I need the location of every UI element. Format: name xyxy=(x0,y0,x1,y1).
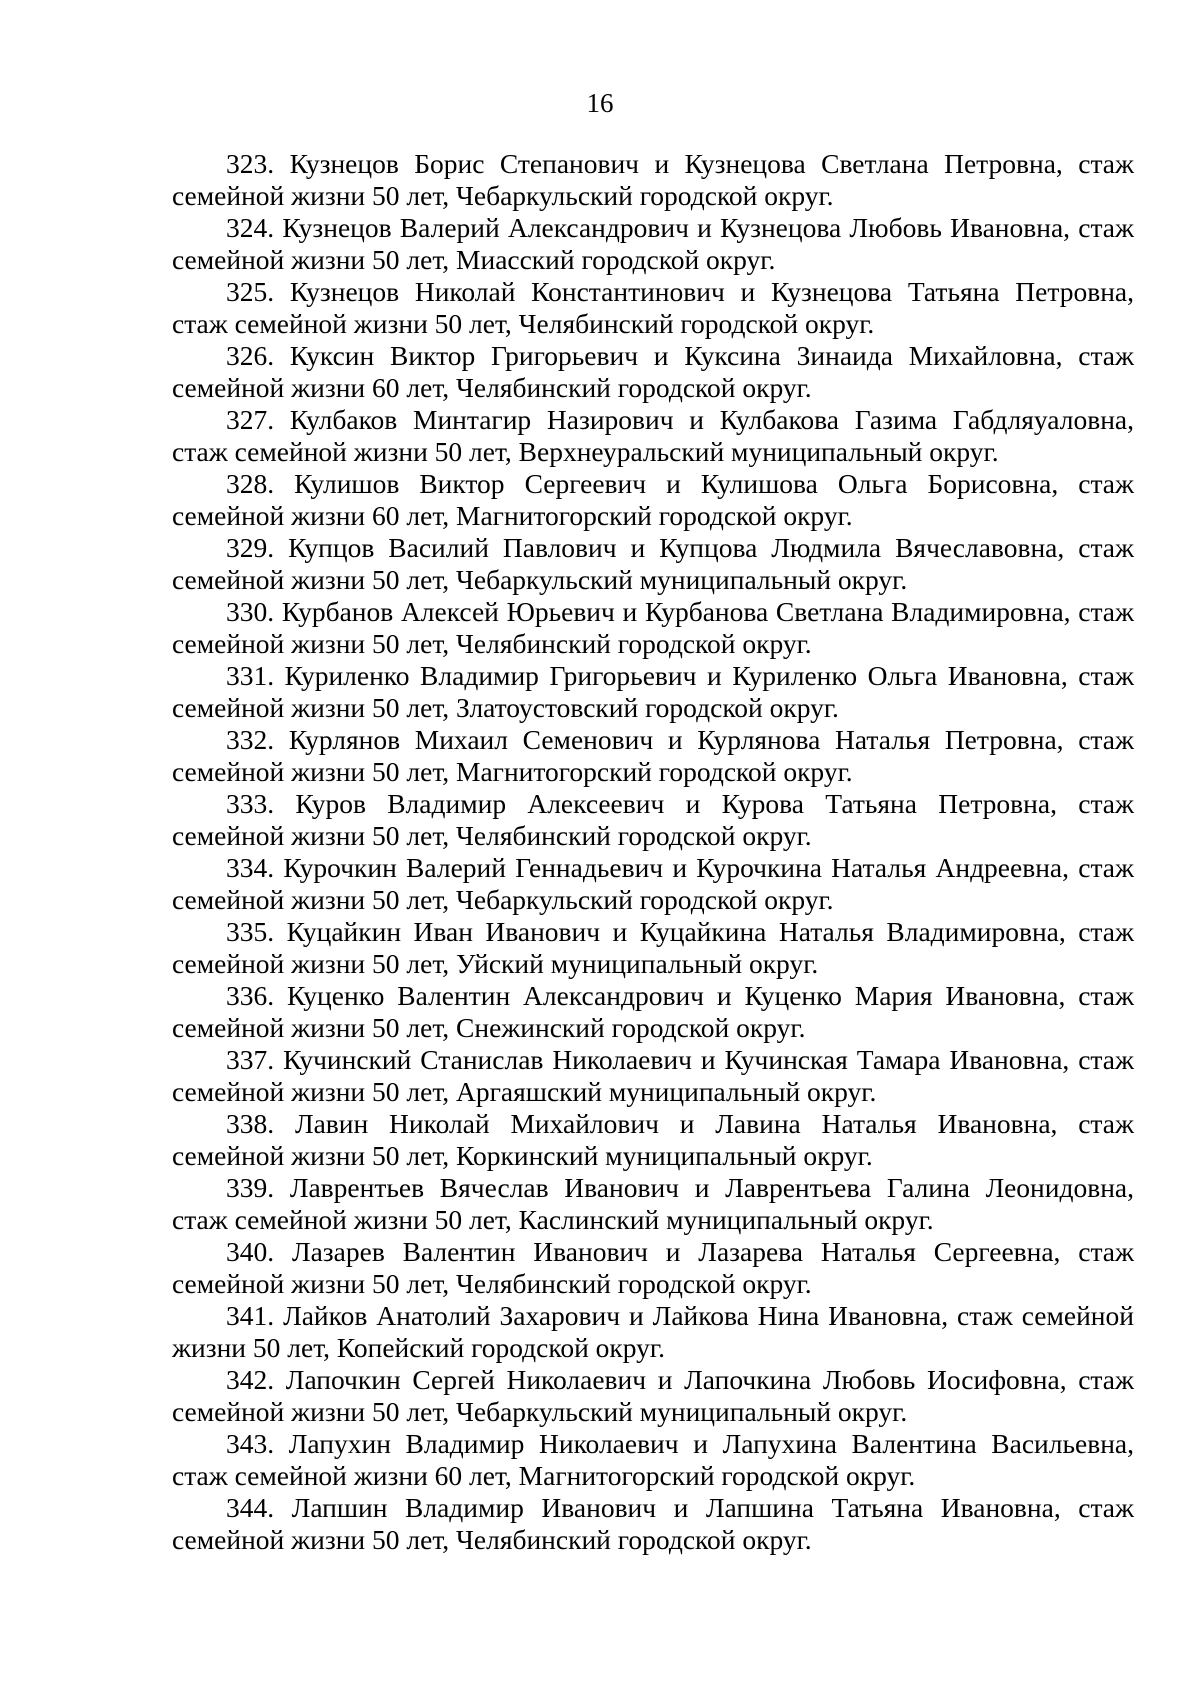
item-text: Лазарев Валентин Иванович и Лазарева Наталья Сергеевна, стаж семейной жизни 50 лет, Челябинский городской округ. xyxy=(172,1236,1135,1299)
item-text: Куриленко Владимир Григорьевич и Куриленко Ольга Ивановна, стаж семейной жизни 50 лет, Златоустовский городской округ. xyxy=(172,660,1135,723)
item-number: 334. xyxy=(226,852,275,883)
list-item xyxy=(172,1172,1134,1236)
item-number: 324. xyxy=(226,212,275,243)
item-text: Курочкин Валерий Геннадьевич и Курочкина Наталья Андреевна, стаж семейной жизни 50 лет, Чебаркульский городской округ. xyxy=(172,852,1135,915)
list-item xyxy=(172,404,1134,468)
list-item xyxy=(172,468,1134,532)
list-item xyxy=(172,596,1134,660)
list-item xyxy=(172,1300,1134,1364)
item-text: Куценко Валентин Александрович и Куценко Мария Ивановна, стаж семейной жизни 50 лет, Снежинский городской округ. xyxy=(172,980,1134,1043)
list-item xyxy=(172,276,1134,340)
item-text: Куров Владимир Алексеевич и Курова Татьяна Петровна, стаж семейной жизни 50 лет, Челябинский городской округ. xyxy=(172,788,1134,851)
list-item xyxy=(172,1364,1134,1428)
list-item xyxy=(172,852,1134,916)
item-text: Лаврентьев Вячеслав Иванович и Лаврентьева Галина Леонидовна, стаж семейной жизни 50 лет, Каслинский муниципальный округ. xyxy=(172,1172,1134,1235)
item-text: Кузнецов Валерий Александрович и Кузнецова Любовь Ивановна, стаж семейной жизни 50 лет, Миасский городской округ. xyxy=(172,212,1135,275)
list-item xyxy=(172,1492,1134,1556)
list-item xyxy=(172,660,1134,724)
item-number: 332. xyxy=(226,724,275,755)
item-text: Кузнецов Борис Степанович и Кузнецова Светлана Петровна, стаж семейной жизни 50 лет, Чебаркульский городской округ. xyxy=(172,148,1135,211)
list-item xyxy=(172,1044,1134,1108)
item-number: 337. xyxy=(226,1044,275,1075)
item-number: 330. xyxy=(226,596,275,627)
item-number: 323. xyxy=(226,148,275,179)
item-text: Кучинский Станислав Николаевич и Кучинская Тамара Ивановна, стаж семейной жизни 50 лет, Аргаяшский муниципальный округ. xyxy=(172,1044,1134,1107)
item-text: Кулишов Виктор Сергеевич и Кулишова Ольга Борисовна, стаж семейной жизни 60 лет, Магнитогорский городской округ. xyxy=(172,468,1134,531)
item-text: Куцайкин Иван Иванович и Куцайкина Наталья Владимировна, стаж семейной жизни 50 лет, Уйский муниципальный округ. xyxy=(172,916,1134,979)
item-number: 335. xyxy=(226,916,275,947)
list-item xyxy=(172,724,1134,788)
item-number: 329. xyxy=(226,532,275,563)
item-text: Лапочкин Сергей Николаевич и Лапочкина Любовь Иосифовна, стаж семейной жизни 50 лет, Чебаркульский муниципальный округ. xyxy=(172,1364,1134,1427)
item-number: 326. xyxy=(226,340,275,371)
item-text: Лапухин Владимир Николаевич и Лапухина Валентина Васильевна, стаж семейной жизни 60 лет, Магнитогорский городской округ. xyxy=(172,1428,1135,1491)
item-number: 339. xyxy=(226,1172,275,1203)
item-text: Курлянов Михаил Семенович и Курлянова Наталья Петровна, стаж семейной жизни 50 лет, Магнитогорский городской округ. xyxy=(172,724,1134,787)
item-text: Лавин Николай Михайлович и Лавина Наталья Ивановна, стаж семейной жизни 50 лет, Коркинский муниципальный округ. xyxy=(172,1108,1134,1171)
item-number: 341. xyxy=(226,1300,275,1331)
list-item xyxy=(172,788,1134,852)
item-text: Курбанов Алексей Юрьевич и Курбанова Светлана Владимировна, стаж семейной жизни 50 лет, Челябинский городской округ. xyxy=(172,596,1135,659)
item-text: Лайков Анатолий Захарович и Лайкова Нина Ивановна, стаж семейной жизни 50 лет, Копейский городской округ. xyxy=(172,1300,1134,1363)
item-number: 331. xyxy=(226,660,275,691)
item-number: 336. xyxy=(226,980,275,1011)
list-item xyxy=(172,1108,1134,1172)
list-item xyxy=(172,916,1134,980)
item-text: Купцов Василий Павлович и Купцова Людмила Вячеславовна, стаж семейной жизни 50 лет, Чебаркульский муниципальный округ. xyxy=(172,532,1135,595)
item-number: 342. xyxy=(226,1364,275,1395)
item-text: Кулбаков Минтагир Назирович и Кулбакова Газима Габдляуаловна, стаж семейной жизни 50 лет, Верхнеуральский муниципальный округ. xyxy=(172,404,1135,467)
list-item xyxy=(172,1236,1134,1300)
item-number: 344. xyxy=(226,1492,275,1523)
item-number: 333. xyxy=(226,788,275,819)
item-text: Лапшин Владимир Иванович и Лапшина Татьяна Ивановна, стаж семейной жизни 50 лет, Челябинский городской округ. xyxy=(172,1492,1134,1555)
item-number: 328. xyxy=(226,468,275,499)
item-text: Куксин Виктор Григорьевич и Куксина Зинаида Михайловна, стаж семейной жизни 60 лет, Челябинский городской округ. xyxy=(172,340,1134,403)
item-text: Кузнецов Николай Константинович и Кузнецова Татьяна Петровна, стаж семейной жизни 50 лет, Челябинский городской округ. xyxy=(172,276,1134,339)
item-number: 343. xyxy=(226,1428,275,1459)
list-item xyxy=(172,1428,1134,1492)
list-item xyxy=(172,212,1134,276)
award-list xyxy=(172,148,1134,1556)
list-item xyxy=(172,148,1134,212)
list-item xyxy=(172,532,1134,596)
item-number: 327. xyxy=(226,404,275,435)
list-item xyxy=(172,340,1134,404)
item-number: 340. xyxy=(226,1236,275,1267)
item-number: 325. xyxy=(226,276,275,307)
item-number: 338. xyxy=(226,1108,275,1139)
list-item xyxy=(172,980,1134,1044)
page-number: 16 xyxy=(586,88,614,118)
